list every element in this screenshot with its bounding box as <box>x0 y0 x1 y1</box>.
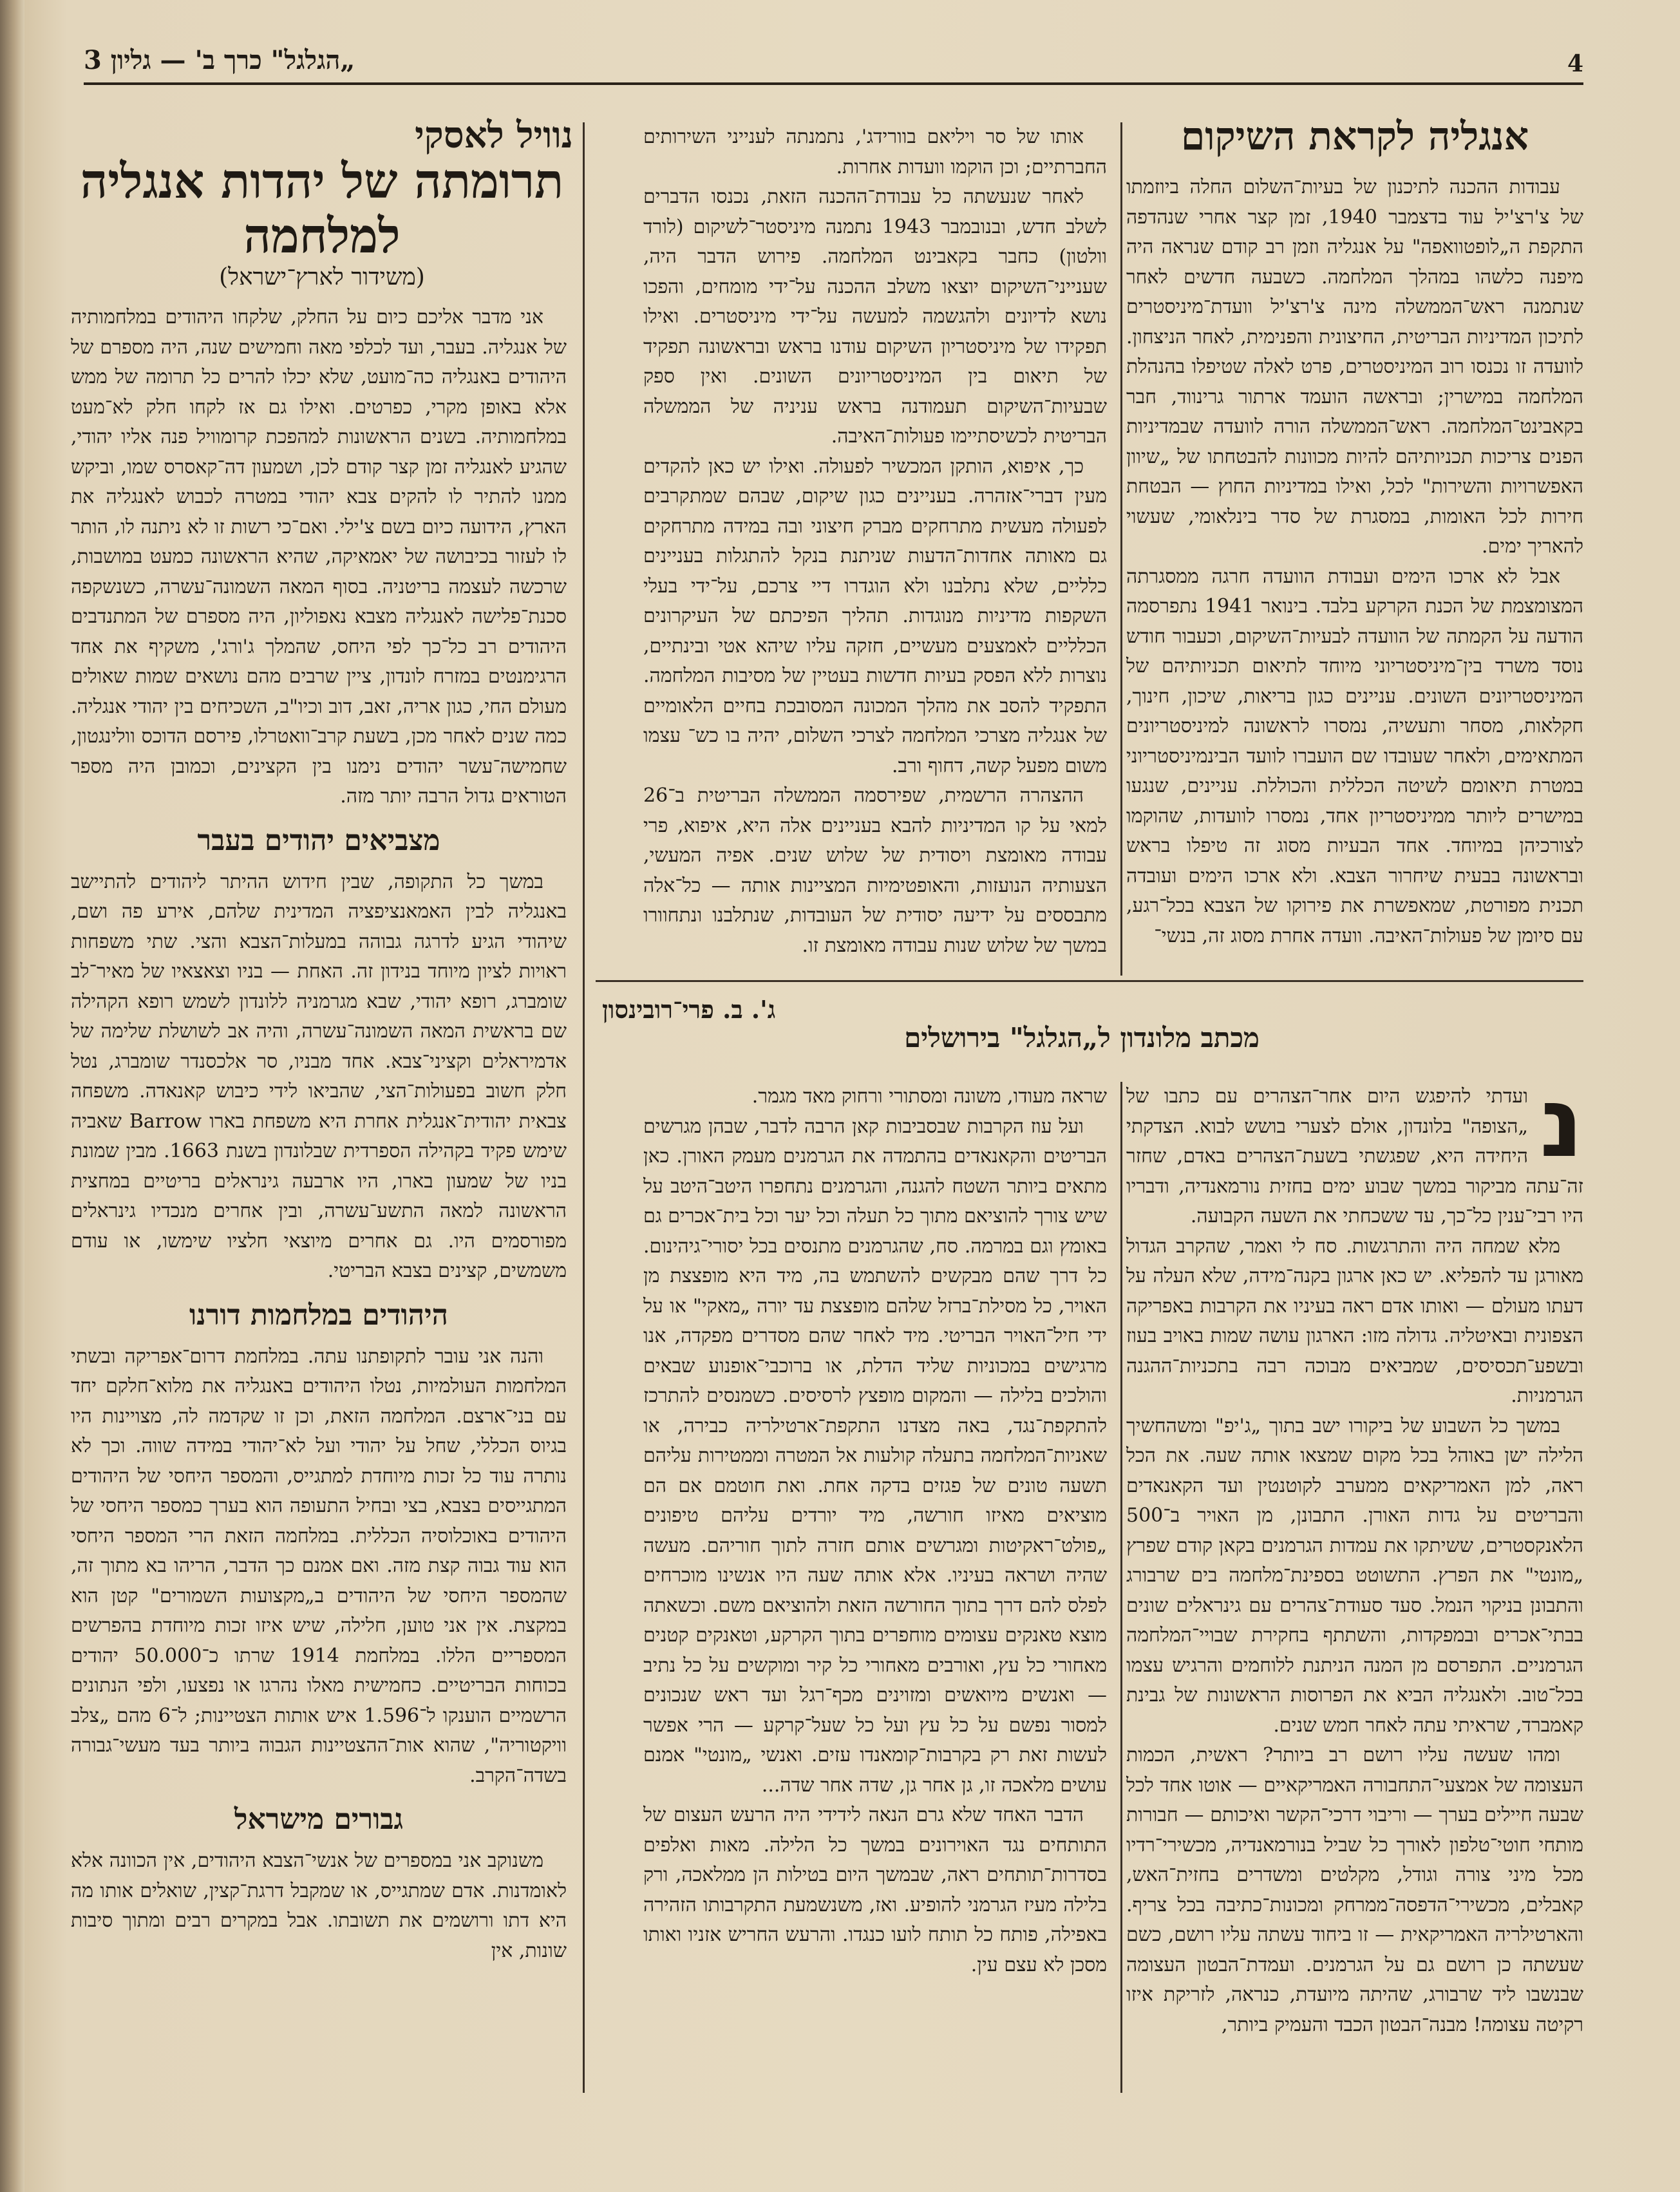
article2-section-title: מצביאים יהודים בעבר <box>197 824 440 857</box>
article2-paragraph: אני מדבר אליכם כיום על החלק, שלקחו היהודים במלחמותיה של אנגליה. בעבר, ועד לכלפי מאה וחמישים שנה, היה מספרם של היהודים באנגליה כה־מועט, שלא יכלו להרים כל תרומה של ממש אלא באופן מקרי, כפרטים. ואילו גם אז לקחו חלק לא־מעט במלחמותיה. בשנים הראשונות למהפכת קרומוויל פנה אליו יהודי, שהגיע לאנגליה זמן קצר קודם לכן, ושמעון דה־קאסרס שמו, וביקש ממנו להתיר לו להקים צבא יהודי במטרה לכבוש לאנגליה את הארץ, הידועה כיום בשם צ'ילי. ואם־כי רשות זו לא ניתנה לו, הותר לו לעזור בכיבושה של יאמאיקה, שהיא הראשונה כמעט במושבות, שרכשה לעצמה בריטניה. בסוף המאה השמונה־עשרה, כשנשקפה סכנת־פלישה לאנגליה מצבא נאפוליון, היה מספרם של המתנדבים היהודים רב כל־כך לפי היחס, שהמלך ג'ורג', משקיף את אחד הרגימנטים במזרח לונדון, ציין שרבים מהם נושאים שמות שאולים מעולם החי, כגון אריה, זאב, דוב וכיו"ב, השכיחים בין יהודי אנגליה. כמה שנים לאחר מכן, בשעת קרב־וואטרלו, פירסם הדוכס וולינגטון, שחמישה־עשר יהודים נימנו בין הקצינים, וכמובן היה מספר הטוראים גדול הרבה יותר מזה. <box>71 306 567 808</box>
article2-paragraph: במשך כל התקופה, שבין חידוש ההיתר ליהודים להתיישב באנגליה לבין האמאנציפציה המדינית שלהם, אירע פה ושם, שיהודי הגיע לדרגה גבוהה במעלות־הצבא והצי. שתי משפחות ראויות לציון מיוחד בנידון זה. האחת — בניו וצאצאיו של מאיר־לב שומברג, רופא יהודי, שבא מגרמניה ללונדון לשמש רופא הקהילה שם בראשית המאה השמונה־עשרה, והיה אב לשושלת שלימה של אדמיראלים וקציני־צבא. אחד מבניו, סר אלכסנדר שומברג, נטל חלק חשוב בפעולות־הצי, שהביאו לידי כיבוש קאנאדה. משפחה צבאית יהודית־אנגלית אחרת היא משפחת בארו Barrow שאביה שימש פקיד בקהילה הספרדית שבלונדון בשנת 1663. מבין שמונת בניו של שמעון בארו, היו ארבעה גינראלים בריטיים במחצית הראשונה למאה התשע־עשרה, ובין אחרים מנכדיו גינראלים מפורסמים היו. גם אחרים מיוצאי חלציו שימשו, או עודם משמשים, קצינים בצבא הבריטי. <box>71 870 567 1282</box>
article2-body <box>71 303 567 2125</box>
article3-paragraph: מלא שמחה היה והתרגשות. סח לי ואמר, שהקרב הגדול מאורגן עד להפליא. יש כאן ארגון בקנה־מידה, שלא העלה על דעתו מעולם — ואותו אדם ראה בעיניו את הקרבות באפריקה הצפונית ובאיטליה. גדולה מזו: הארגון עושה שמות באויב בעוז ובשפע־תכסיסים, שמביאים מבוכה רבה בתכניות־ההגנה הגרמניות. <box>1126 1234 1583 1407</box>
section-divider <box>596 980 1583 982</box>
article3-paragraph: הדבר האחד שלא גרם הנאה לידידי היה הרעש העצום של התותחים נגד האוירונים במשך כל הלילה. מאות ואלפים בסדרות־תותחים ראה, שבמשך היום בטילות הן ממלאכה, ורק בלילה מעיז הגרמני להופיע. ואז, משנשמעת התקרבותו הזהירה באפילה, פותח כל תותח לועו כנגדו. והרעש החריש אזניו ואותו מסכן לא עצם עין. <box>643 1804 1107 1976</box>
page-number: 4 <box>1567 50 1583 77</box>
article3-paragraph: ועל עוז הקרבות שבסביבות קאן הרבה לדבר, שבהן מגרשים הבריטים והקאנאדים בהתמדה את הגרמנים מעמק האורן. כאן מתאים ביותר השטח להגנה, והגרמנים נתחפרו היטב־היטב על שיש צורך להוציאם מתוך כל תעלה וכל יער וכל בית־אכרים גם באומץ וגם במרמה. סח, שהגרמנים מתנסים בכל יסורי־גיהינום. כל דרך שהם מבקשים להשתמש בה, מיד היא מופצצת מן האויר, כל מסילת־ברזל שלהם מופצצת עד יורה „מאקי" או על ידי חיל־האויר הבריטי. מיד לאחר שהם מסדרים מפקדה, אנו מרגישים במכוניות שליד הדלת, או ברוכבי־אופנוע שבאים והולכים בלילה — והמקום מופצץ לרסיסים. כשמנסים להתרכז להתקפת־נגד, באה מצדנו התקפת־ארטילריה כבירה, או שאניות־המלחמה בתעלה קולעות אל המטרה וממטירות עליהם תשעה טונים של פגזים בדקה אחת. ואת חוטמם אם הם מוציאים מאיזו חורשה, מיד יורדים עליהם טיפונים „פולט־ראקיטות ומגרשים אותם חזרה לתוך חוריהם. מעשה שהיה ושראה בעיניו. אלא אותה שעה היו אנשינו מוכרחים לפלס להם דרך בתוך החורשה הזאת ולהוציאם משם. וכשאתה מוצא טאנקים עצומים מוחפרים בתוך הקרקע, וטאנקים קטנים מאחורי כל עץ, ואורבים מאחורי כל קיר ומוקשים על כל נתיב — ואנשים מיואשים ומזוינים מכף־רגל ועד ראש שנכונים למסור נפשם על כל עץ ועל כל שעל־קרקע — הרי אפשר לעשות זאת רק בקרבות־קומאנדו עזים. ואנשי „מונטי" אמנם עושים מלאכה זו, גן אחר גן, שדה אחר שדה... <box>643 1115 1107 1797</box>
article2-author: נוויל לאסקי <box>415 114 573 156</box>
article3-paragraph: ומהו שעשה עליו רושם רב ביותר? ראשית, הכמות העצומה של אמצעי־התחבורה האמריקאיים — אוטו אחד לכל שבעה חיילים בערך — וריבוי דרכי־הקשר ואיכותם — חבורות מותחי חוטי־טלפון לאורך כל שביל בנורמאנדיה, מכשירי־רדיו מכל מיני צורה וגודל, מקלטים ומשדרים בחזית־האש, קאבלים, מכשירי־הדפסה־ממרחק ומכונות־כתיבה בכל צריף. והארטילריה האמריקאית — זו ביחוד עשתה עליו רושם, כשם שעשתה כן רושם גם על הגרמנים. ועמדת־הבטון העצומה שבנשבו ליד שרבורג, שהיתה מיועדת, כנראה, לזריקת איזו רקיטה עצומה! מבנה־הבטון הכבד והעמיק ביותר, <box>1126 1744 1583 2036</box>
article2-paragraph: משנוקב אני במספרים של אנשי־הצבא היהודים, אין הכוונה אלא לאומדנות. אדם שמתגייס, או שמקבל דרגת־קצין, שואלים אותו מה היא דתו ורושמים את תשובתו. אבל במקרים רבים ומתוך סיבות שונות, אין <box>71 1849 567 1962</box>
running-header: „הגלגל" כרך ב' — גליון 3 <box>84 45 355 75</box>
article2-section-title: היהודים במלחמות דורנו <box>189 1298 448 1332</box>
article1-paragraph: כך, איפוא, הותקן המכשיר לפעולה. ואילו יש כאן להקדים מעין דברי־אזהרה. בעניינים כגון שיקום, שבהם שמתקרבים לפעולה מעשית מתרחקים מברק חיצוני ובה במידה מתרחקים גם מאותה אחדות־הדעות שניתנת בנקל להתגלות בעניינים כלליים, שלא נתלבנו ולא הוגדרו דיי צרכם, על־ידי בעלי השקפות מדיניות מנוגדות. תהליך הפיכתם של העיקרונים הכלליים לאמצעים מעשיים, חזקה עליו שיהא אטי ובינתיים, נוצרות ללא הפסק בעיות חדשות בעטיין של מסיבות המלחמה. התפקיד להסב את מהלך המכונה המסובכת בחיים הלאומיים של אנגליה מצרכי המלחמה לצרכי השלום, יהיה בו כש־ עצמו משום מפעל קשה, דחוף ורב. <box>643 455 1107 777</box>
article3-paragraph: שראה מעודו, משונה ומסתורי ורחוק מאד מגמר. <box>751 1085 1107 1108</box>
page-binding <box>0 0 24 2192</box>
article2-paragraph: והנה אני עובר לתקופתנו עתה. במלחמת דרום־אפריקה ובשתי המלחמות העולמיות, נטלו היהודים באנגליה את מלוא־חלקם יחד עם בני־ארצם. המלחמה הזאת, וכן זו שקדמה לה, מצויינות היו בגיוס הכללי, שחל על יהודי ועל לא־יהודי במידה שווה. וכך לא נותרה עוד כל זכות מיוחדת למתגייס, והמספר היחסי של היהודים המתגייסים בצבא, בצי ובחיל התעופה הוא בערך כמספר היחסי של היהודים באוכלוסיה הכללית. במלחמה הזאת הרי המספר היחסי הוא עוד גבוה קצת מזה. ואם אמנם כך הדבר, הריהו בא מתוך זה, שהמספר היחסי של היהודים ב„מקצועות השמורים" קטן הוא במקצת. אין אני טוען, חלילה, שיש איזו זכות מיוחדת בהפרשים המספריים הללו. במלחמת 1914 שרתו כ־50.000 יהודים בכוחות הבריטיים. כחמישית מאלו נהרגו או נפצעו, ולפי הנתונים הרשמיים הוענקו ל־1.596 איש אותות הצטיינות; ל־6 מהם „צלב וויקטוריה", שהוא אות־ההצטיינות הגבוה ביותר בעד מעשי־גבורה בשדה־הקרב. <box>71 1345 567 1787</box>
article3-drop-cap: נ <box>1540 1082 1583 1179</box>
article1-column-right <box>1126 173 1583 971</box>
column-rule <box>1120 1082 1122 2093</box>
article2-section-title: גבורים מישראל <box>234 1803 404 1836</box>
column-rule <box>1120 122 1122 976</box>
article2-headline: תרומתה של יהדות אנגליה למלחמה <box>80 154 564 265</box>
article3-headline: מכתב מלונדון ל„הגלגל" בירושלים <box>904 1022 1260 1053</box>
article3-paragraph: במשך כל השבוע של ביקורו ישב בתוך „ג'יפ" ומשהחשיך הלילה ישן באוהל בכל מקום שמצאו אותה שעה. את הכל ראה, למן האמריקאים ממערב לקוטנטין ועד הקאנאדים והבריטים על גדות האורן. התבונן, מן האויר ב־500 הלאנקסטרים, ששיתקו את עמדות הגרמנים בקאן קודם שפרץ „מונטי" את הפרץ. התשוטט בספינת־מלחמה בים שרבורג והתבונן בניקוי הנמל. סעד סעודת־צהרים עם גינראלים שונים בבתי־אכרים ובמפקדות, והשתתף בחקירת שבויי־המלחמה הגרמניים. התפרסם מן המנה הניתנת ללוחמים והרגיש עצמו בכל־טוב. ולאנגליה הביא את הפרוסות הראשונות של גבינת קאמברד, שראיתי עתה לאחר חמש שנים. <box>1126 1414 1583 1737</box>
article1-paragraph: לאחר שנעשתה כל עבודת־ההכנה הזאת, נכנסו הדברים לשלב חדש, ובנובמבר 1943 נתמנה מיניסטר־לשיקום (לורד וולטון) כחבר בקאבינט המלחמה. פירוש הדבר היה, שענייני־השיקום יוצאו משלב ההכנה על־ידי מומחים, והפכו נושא לדיונים ולהגשמה למעשה על־ידי מיניסטרים. ואילו תפקידו של מיניסטריון השיקום עודנו בראש ובראשונה תפקיד של תיאום בין המיניסטריונים השונים. ואין ספק שבעיות־השיקום תעמודנה בראש עניניה של הממשלה הבריטית לכשיסתיימו פעולות־האיבה. <box>643 185 1107 448</box>
article2-source: (משידור לארץ־ישראל) <box>219 264 425 290</box>
article3-byline: ג'. ב. פרי־רובינסון <box>602 995 776 1024</box>
article3-paragraph: ועדתי להיפגש היום אחר־הצהרים עם כתבו של „הצופה" בלונדון, אולם לצערי בושש לבוא. הצדקתי היחידה היא, שפגשתי בשעת־הצהרים באדם, שחזר זה־עתה מביקור במשך שבוע ימים בחזית נורמאנדיה, ודבריו היו רבי־ענין כל־כך, עד ששכחתי את השעה הקבועה. <box>1126 1085 1583 1227</box>
article1-paragraph: אבל לא ארכו הימים ועבודת הוועדה חרגה ממסגרתה המצומצמת של הכנת הקרקע בלבד. בינואר 1941 נתפרסמה הודעה על הקמתה של הוועדה לבעיות־השיקום, וכעבור חודש נוסד משרד בין־מיניסטריוני מיוחד לתיאום תכניותיהם של המיניסטריונים השונים. עניינים כגון בריאות, שיכון, חינוך, חקלאות, מסחר ותעשיה, נמסרו לראשונה למיניסטריונים המתאימים, ולאחר שעובדו שם הועברו לוועד הבינמיניסטריוני במטרת תיאומם לשיטה הכללית והכוללת. עניינים, שנגעו במישרים ליותר ממיניסטריון אחד, נמסרו לוועדות, שהוקמו לצורכיהן במיוחד. אחד הבעיות מסוג זה טיפלו בראש ובראשונה בבעית שיחרור הצבא. ולא ארכו הימים ועובדה תכנית מפורטת, שמאפשרת את פירוקו של הצבא בכל־רגע, עם סיומן של פעולות־האיבה. וועדה אחרת מסוג זה, בנשי־ <box>1126 565 1583 947</box>
article1-paragraph: עבודות ההכנה לתיכנון של בעיות־השלום החלה ביוזמתו של צ'רצ'יל עוד בדצמבר 1940, זמן קצר אחרי שנהדפה התקפת ה„לופטוואפה" על אנגליה וזמן רב קודם שנראה היה מיפנה כלשהו במהלך המלחמה. כשבעה חדשים לאחר שנתמנה ראש־הממשלה מינה צ'רצ'יל וועדת־מיניסטרים לתיכון המדיניות הבריטית, החיצונית והפנימית, לאחר הניצחון. לוועדה זו נכנסו רוב המיניסטרים, פרט לאלה שטיפלו בהנהלת המלחמה במישרין; ובראשה הועמד ארתור גרינווד, חבר בקאבינט־המלחמה. ראש־הממשלה הורה לוועדה שבמדיניות הפנים צריכות תכניותיהם להיות מכוונות להבטחתו של „שיוון האפשרויות והשירות" לכל, ואילו במדיניות החוץ — הבטחת חירות לכל האומות, במסגרת של סדר בינלאומי, שעשוי להאריך ימים. <box>1126 176 1583 558</box>
article1-headline: אנגליה לקראת השיקום <box>1180 114 1529 159</box>
article3-column-right <box>1126 1082 1583 2119</box>
column-rule <box>583 122 585 2093</box>
article3-column-left <box>643 1082 1107 2119</box>
article1-paragraph: ההצהרה הרשמית, שפירסמה הממשלה הבריטית ב־26 למאי על קו המדיניות להבא בעניינים אלה היא, איפוא, פרי עבודה מאומצת ויסודית של שלוש שנים. אפיה המעשי, הצעותיה הנועזות, והאופטימיות המציינות אותה — כל־אלה מתבססים על ידיעה יסודית של העובדות, שנתלבנו ונתחוורו במשך של שלוש שנות עבודה מאומצת זו. <box>643 784 1107 957</box>
article1-column-left <box>643 122 1107 976</box>
article1-paragraph: אותו של סר ויליאם בוורידג', נתמנתה לענייני השירותים החברתיים; וכן הוקמו וועדות אחרות. <box>643 126 1107 178</box>
